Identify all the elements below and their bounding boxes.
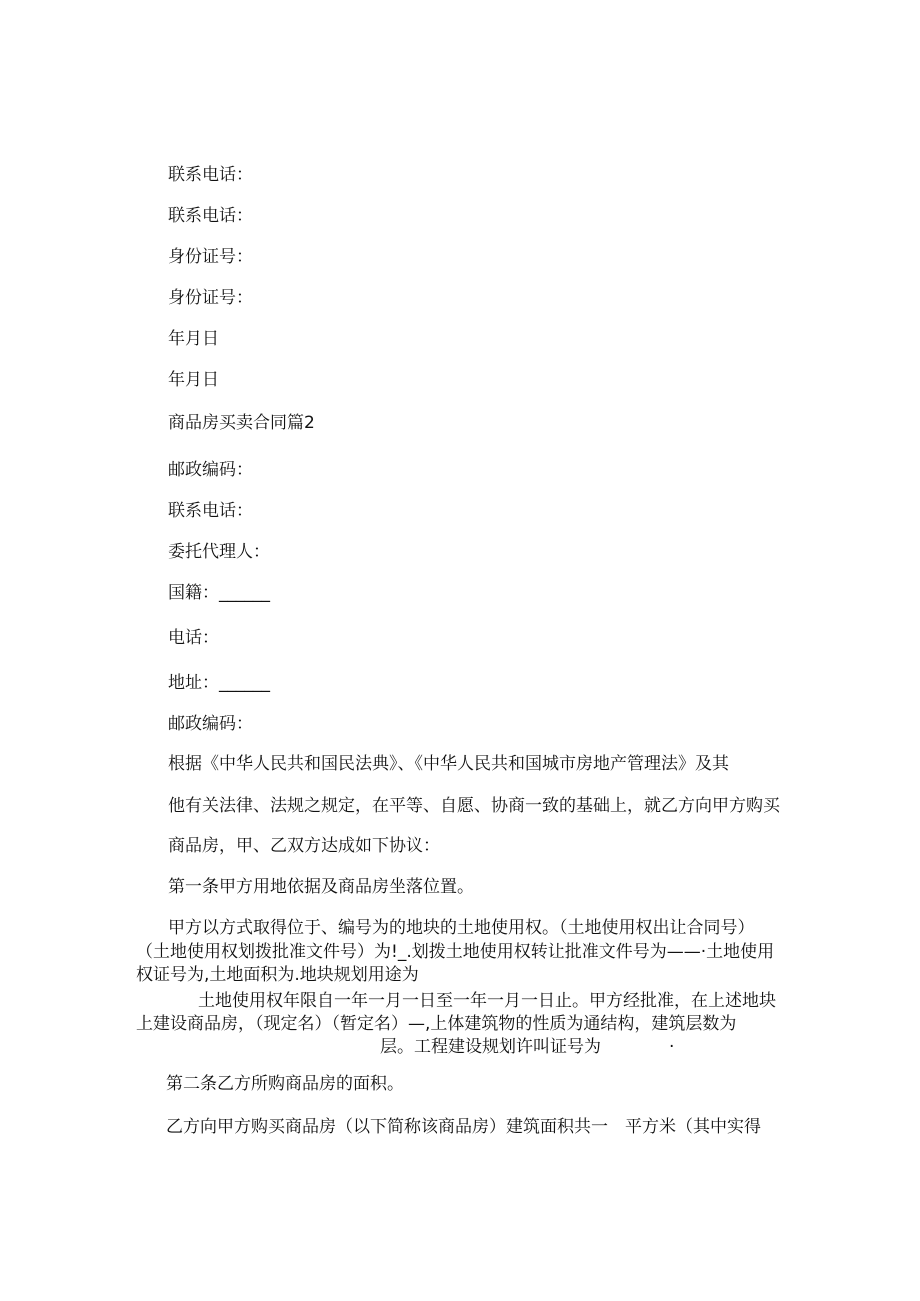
text-line: 国籍：______ <box>168 583 270 603</box>
paragraph-line: 上建设商品房，（现定名）（暂定名）—,上体建筑物的性质为通结构，建筑层数为 <box>136 1014 737 1034</box>
text-line: 年月日 <box>168 329 219 349</box>
text-line: 委托代理人： <box>168 542 270 562</box>
paragraph-line: 权证号为,土地面积为.地块规划用途为 <box>136 965 419 985</box>
text-line: 联系电话： <box>168 501 253 521</box>
text-line: 电话： <box>168 628 219 648</box>
article-heading: 第二条乙方所购商品房的面积。 <box>166 1074 404 1094</box>
text-line: 身份证号： <box>168 288 253 308</box>
paragraph-line: 商品房，甲、乙双方达成如下协议： <box>168 836 440 856</box>
section-heading: 商品房买卖合同篇2 <box>168 413 315 433</box>
text-line: 邮政编码： <box>168 460 253 480</box>
text-line: 年月日 <box>168 370 219 390</box>
text-line: 身份证号： <box>168 247 253 267</box>
text-line: 邮政编码： <box>168 714 253 734</box>
paragraph-line: 他有关法律、法规之规定，在平等、自愿、协商一致的基础上，就乙方向甲方购买 <box>168 796 780 816</box>
text-line: 联系电话： <box>168 206 253 226</box>
article-heading: 第一条甲方用地依据及商品房坐落位置。 <box>168 877 474 897</box>
text-line: 联系电话： <box>168 165 253 185</box>
paragraph-line: 层。工程建设规划许叫证号为 · <box>380 1037 675 1057</box>
text-line: 地址：______ <box>168 673 270 693</box>
paragraph-line: 乙方向甲方购买商品房（以下简称该商品房）建筑面积共一 平方米（其中实得 <box>166 1117 761 1137</box>
paragraph-line: 根据《中华人民共和国民法典》、《中华人民共和国城市房地产管理法》及其 <box>168 754 729 774</box>
paragraph-line: 甲方以方式取得位于、编号为的地块的土地使用权。（土地使用权出让合同号） <box>168 918 755 938</box>
paragraph-line: （土地使用权划拨批准文件号）为!_.划拨土地使用权转让批准文件号为——·土地使用 <box>136 942 775 962</box>
paragraph-line: 土地使用权年限自一年一月一日至一年一月一日止。甲方经批准，在上述地块 <box>198 991 776 1011</box>
